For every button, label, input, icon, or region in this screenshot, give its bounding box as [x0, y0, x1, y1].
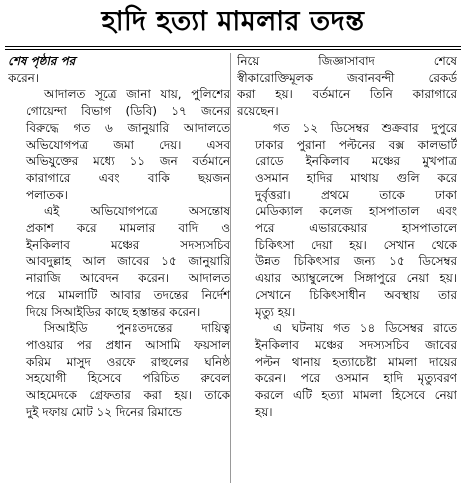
paragraph	[8, 70, 230, 87]
text-line: উন্নত চিকিৎসার জন্য ১৫ ডিসেম্বর	[255, 254, 457, 269]
text-line: প্রকাশ করে মামলার বাদি ও	[26, 221, 230, 236]
right-column	[237, 53, 457, 420]
text-line: পলাতক।	[26, 187, 68, 202]
paragraph	[8, 203, 230, 320]
text-line: অভিযুক্তের মধ্যে ১১ জন বর্তমানে	[26, 154, 230, 169]
text-line: ইনকিলাব মঞ্চের সদস্যসচিব জাবের	[255, 337, 457, 352]
text-line: করেন।	[8, 70, 39, 85]
headline: হাদি হত্যা মামলার তদন্ত	[101, 6, 365, 37]
paragraph	[237, 120, 457, 320]
text-line: করিম মাসুদ ওরফে রাহুলের ঘনিষ্ঠ	[26, 354, 230, 369]
text-line: রোডে ইনকিলাব মঞ্চের মুখপাত্র	[255, 154, 457, 169]
left-column	[8, 53, 230, 420]
text-line: পরে মামলাটি আবার তদন্তের নির্দেশ	[26, 287, 230, 302]
continued-from-label: শেষ পৃষ্ঠার পর	[8, 54, 76, 68]
text-line: মেডিক্যাল কলেজ হাসপাতাল এবং	[255, 204, 457, 219]
text-line: অভিযোগপত্র জমা দেয়। এসব	[26, 137, 230, 152]
text-line: আদালত সূত্রে জানা যায়, পুলিশের	[44, 87, 230, 102]
text-line: সিআইডি পুনঃতদন্তের দায়িত্ব	[44, 321, 230, 336]
text-line: স্বীকারোক্তিমূলক জবানবন্দী রেকর্ড	[237, 70, 457, 85]
text-line: আহমেদকে গ্রেফতার করা হয়। তাকে	[26, 388, 230, 403]
text-line: করা হয়। বর্তমানে তিনি কারাগারে	[237, 87, 457, 102]
text-line: ঢাকার পুরানা পল্টনের বক্স কালভার্ট	[255, 137, 457, 152]
paragraph	[8, 320, 230, 420]
text-line: দিয়ে সিআইডির কাছে হস্তান্তর করেন।	[26, 304, 201, 319]
paragraph	[237, 53, 457, 120]
text-line: গোয়েন্দা বিভাগ (ডিবি) ১৭ জনের	[26, 104, 230, 119]
column-divider	[230, 53, 231, 483]
text-line: করেন। পরে ওসমান হাদি মৃত্যুবরণ	[255, 371, 457, 386]
text-line: চিকিৎসা দেয়া হয়। সেখান থেকে	[255, 237, 457, 252]
left-column-body	[8, 70, 230, 421]
right-column-body	[237, 53, 457, 420]
text-line: দুর্বৃত্তরা। প্রথমে তাকে ঢাকা	[255, 187, 457, 202]
text-line: করলে এটি হত্যা মামলা হিসেবে নেয়া	[255, 388, 457, 403]
text-line: নারাজি আবেদন করেন। আদালত	[26, 271, 230, 286]
text-line: ইনকিলাব মঞ্চের সদস্যসচিব	[26, 237, 230, 252]
headline-rule-top	[5, 46, 461, 47]
text-line: রয়েছেন।	[237, 104, 279, 119]
text-line: নিয়ে জিজ্ঞাসাবাদ শেষে	[237, 54, 457, 68]
headline-rule-bottom	[5, 49, 461, 50]
text-line: পল্টন থানায় হত্যাচেষ্টা মামলা দায়ের	[255, 354, 457, 369]
text-line: পরে এভারকেয়ার হাসপাতালে	[255, 221, 457, 236]
text-line: আবদুল্লাহ আল জাবের ১৫ জানুয়ারি	[26, 254, 230, 269]
text-line: গত ১২ ডিসেম্বর শুক্রবার দুপুরে	[273, 120, 457, 135]
text-line: পাওয়ার পর প্রধান আসামি ফয়সাল	[26, 337, 230, 352]
text-line: বিরুদ্ধে গত ৬ জানুয়ারি আদালতে	[26, 120, 230, 135]
text-line: সেখানে চিকিৎসাধীন অবস্থায় তার	[255, 287, 457, 302]
paragraph	[237, 320, 457, 420]
paragraph	[8, 86, 230, 203]
text-line: এয়ার অ্যাম্বুলেন্সে সিঙ্গাপুরে নেয়া হয়।	[255, 271, 457, 286]
text-line: মৃত্যু হয়।	[255, 304, 296, 319]
text-line: এই অভিযোগপত্রে অসন্তোষ	[44, 204, 230, 219]
text-line: সহযোগী হিসেবে পরিচিত রুবেল	[26, 371, 230, 386]
text-line: এ ঘটনায় গত ১৪ ডিসেম্বর রাতে	[273, 321, 457, 336]
text-line: কারাগারে এবং বাকি ছয়জন	[26, 170, 230, 185]
text-line: হয়।	[255, 404, 273, 419]
text-line: দুই দফায় মোট ১২ দিনের রিমান্ডে	[26, 404, 182, 419]
text-line: ওসমান হাদির মাথায় গুলি করে	[255, 170, 457, 185]
